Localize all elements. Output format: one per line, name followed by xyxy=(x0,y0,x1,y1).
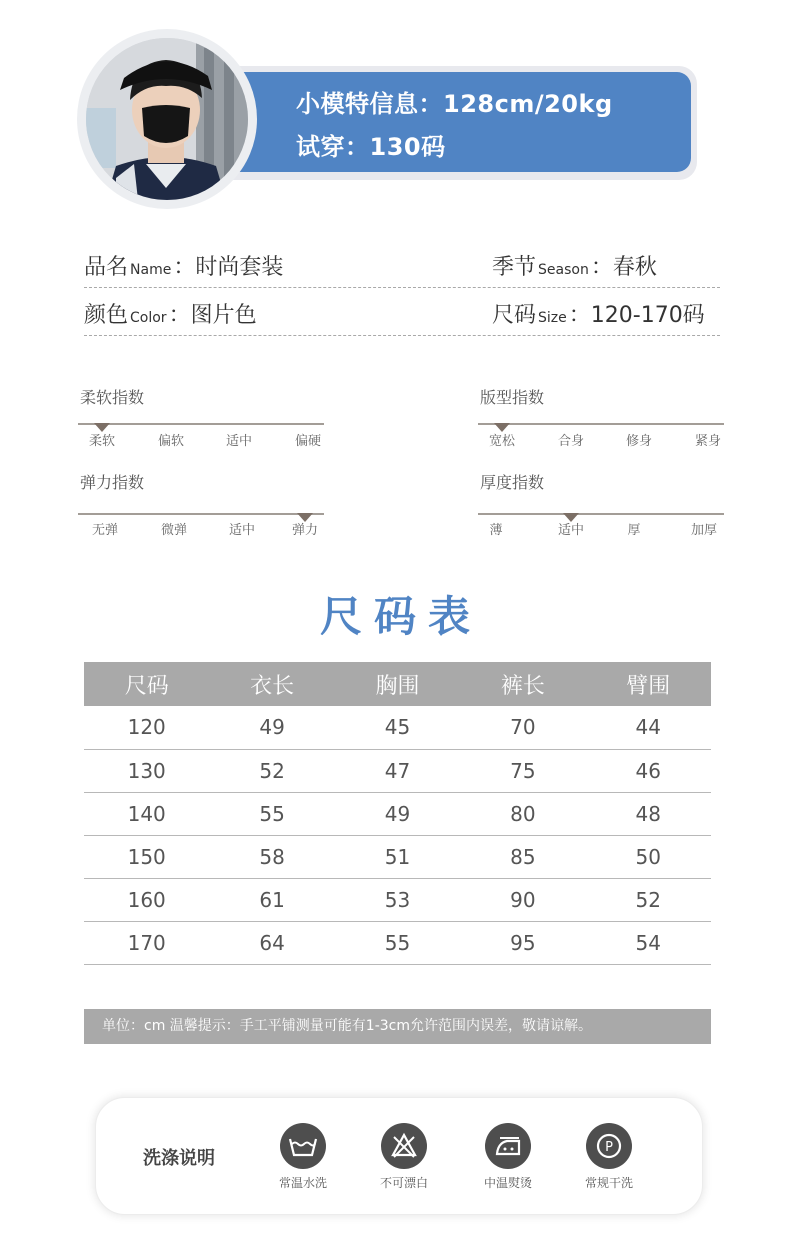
index-level-label: 厚 xyxy=(627,523,641,538)
table-row xyxy=(84,706,711,749)
index-track xyxy=(78,423,324,425)
table-cell: 51 xyxy=(335,835,460,878)
care-label: 常温水洗 xyxy=(278,1176,328,1190)
name-label: 品名 xyxy=(84,255,129,280)
product-name xyxy=(84,250,283,281)
index-level-label: 宽松 xyxy=(488,434,516,449)
index-level-label: 偏硬 xyxy=(294,434,322,449)
index-level-label: 合身 xyxy=(557,434,585,449)
season-label: 季节 xyxy=(492,255,537,280)
size-table-column-header: 裤长 xyxy=(460,662,585,706)
svg-text:P: P xyxy=(605,1140,613,1155)
table-cell: 90 xyxy=(460,878,585,921)
table-cell: 46 xyxy=(586,749,711,792)
table-cell: 52 xyxy=(209,749,334,792)
index-track xyxy=(478,423,724,425)
care-label: 中温熨烫 xyxy=(483,1176,533,1190)
color-label-en: Color xyxy=(130,310,167,326)
table-cell: 47 xyxy=(335,749,460,792)
table-row xyxy=(84,749,711,792)
table-cell: 120 xyxy=(84,706,209,749)
table-cell: 53 xyxy=(335,878,460,921)
table-cell: 160 xyxy=(84,878,209,921)
table-cell: 70 xyxy=(460,706,585,749)
table-cell: 95 xyxy=(460,921,585,964)
product-size-range xyxy=(492,298,705,329)
index-level-label: 柔软 xyxy=(88,434,116,449)
table-cell: 50 xyxy=(586,835,711,878)
dry-clean-icon xyxy=(586,1123,632,1169)
index-title: 版型指数 xyxy=(480,388,545,407)
index-title: 柔软指数 xyxy=(80,388,145,407)
name-value: ：时尚套装 xyxy=(173,255,284,280)
index-track xyxy=(78,513,324,515)
index-level-label: 偏软 xyxy=(157,434,185,449)
iron-icon xyxy=(485,1123,531,1169)
table-row xyxy=(84,792,711,835)
no-bleach-icon xyxy=(381,1123,427,1169)
size-value: ：120-170码 xyxy=(568,303,705,328)
info-row-color-size xyxy=(84,296,720,336)
care-label: 不可漂白 xyxy=(379,1176,429,1190)
size-table-title: 尺码表 xyxy=(319,592,482,641)
table-row xyxy=(84,878,711,921)
index-level-label: 适中 xyxy=(225,434,253,449)
care-label: 常规干洗 xyxy=(584,1176,634,1190)
table-cell: 44 xyxy=(586,706,711,749)
table-cell: 48 xyxy=(586,792,711,835)
table-cell: 150 xyxy=(84,835,209,878)
index-level-label: 紧身 xyxy=(694,434,722,449)
table-row xyxy=(84,835,711,878)
size-table-column-header: 尺码 xyxy=(84,662,209,706)
care-title: 洗涤说明 xyxy=(143,1148,215,1169)
avatar xyxy=(86,38,248,200)
table-cell: 75 xyxy=(460,749,585,792)
size-label-en: Size xyxy=(538,310,567,326)
table-cell: 45 xyxy=(335,706,460,749)
table-cell: 49 xyxy=(335,792,460,835)
index-level-label: 修身 xyxy=(625,434,653,449)
size-label: 尺码 xyxy=(492,303,537,328)
table-cell: 55 xyxy=(335,921,460,964)
size-table-column-header: 胸围 xyxy=(335,662,460,706)
table-cell: 54 xyxy=(586,921,711,964)
color-label: 颜色 xyxy=(84,303,129,328)
season-value: ：春秋 xyxy=(590,255,657,280)
size-table xyxy=(84,662,711,965)
model-measurements: 小模特信息：128cm/20kg xyxy=(296,90,613,118)
index-level-label: 无弹 xyxy=(91,523,119,538)
size-table-column-header: 衣长 xyxy=(209,662,334,706)
index-level-label: 弹力 xyxy=(291,523,319,538)
index-level-label: 薄 xyxy=(489,523,503,538)
index-title: 弹力指数 xyxy=(80,473,145,492)
table-row xyxy=(84,921,711,964)
index-level-label: 适中 xyxy=(228,523,256,538)
model-photo-icon xyxy=(86,38,248,200)
index-title: 厚度指数 xyxy=(480,473,545,492)
info-row-name-season xyxy=(84,248,720,288)
season-label-en: Season xyxy=(538,262,589,278)
table-cell: 140 xyxy=(84,792,209,835)
product-color xyxy=(84,298,257,329)
color-value: ：图片色 xyxy=(168,303,257,328)
table-cell: 55 xyxy=(209,792,334,835)
table-cell: 64 xyxy=(209,921,334,964)
name-label-en: Name xyxy=(130,262,172,278)
table-cell: 49 xyxy=(209,706,334,749)
table-cell: 85 xyxy=(460,835,585,878)
wash-basin-icon xyxy=(280,1123,326,1169)
size-table-header xyxy=(84,662,711,706)
model-tried-size: 试穿：130码 xyxy=(296,133,446,161)
measurement-note: 单位：cm 温馨提示：手工平铺测量可能有1-3cm允许范围内误差，敬请谅解。 xyxy=(84,1009,711,1044)
table-cell: 58 xyxy=(209,835,334,878)
table-cell: 61 xyxy=(209,878,334,921)
table-cell: 80 xyxy=(460,792,585,835)
size-table-body xyxy=(84,706,711,964)
size-table-column-header: 臂围 xyxy=(586,662,711,706)
index-level-label: 微弹 xyxy=(160,523,188,538)
table-cell: 130 xyxy=(84,749,209,792)
product-season xyxy=(492,250,657,281)
index-track xyxy=(478,513,724,515)
index-level-label: 加厚 xyxy=(690,523,718,538)
table-cell: 52 xyxy=(586,878,711,921)
table-cell: 170 xyxy=(84,921,209,964)
index-level-label: 适中 xyxy=(557,523,585,538)
